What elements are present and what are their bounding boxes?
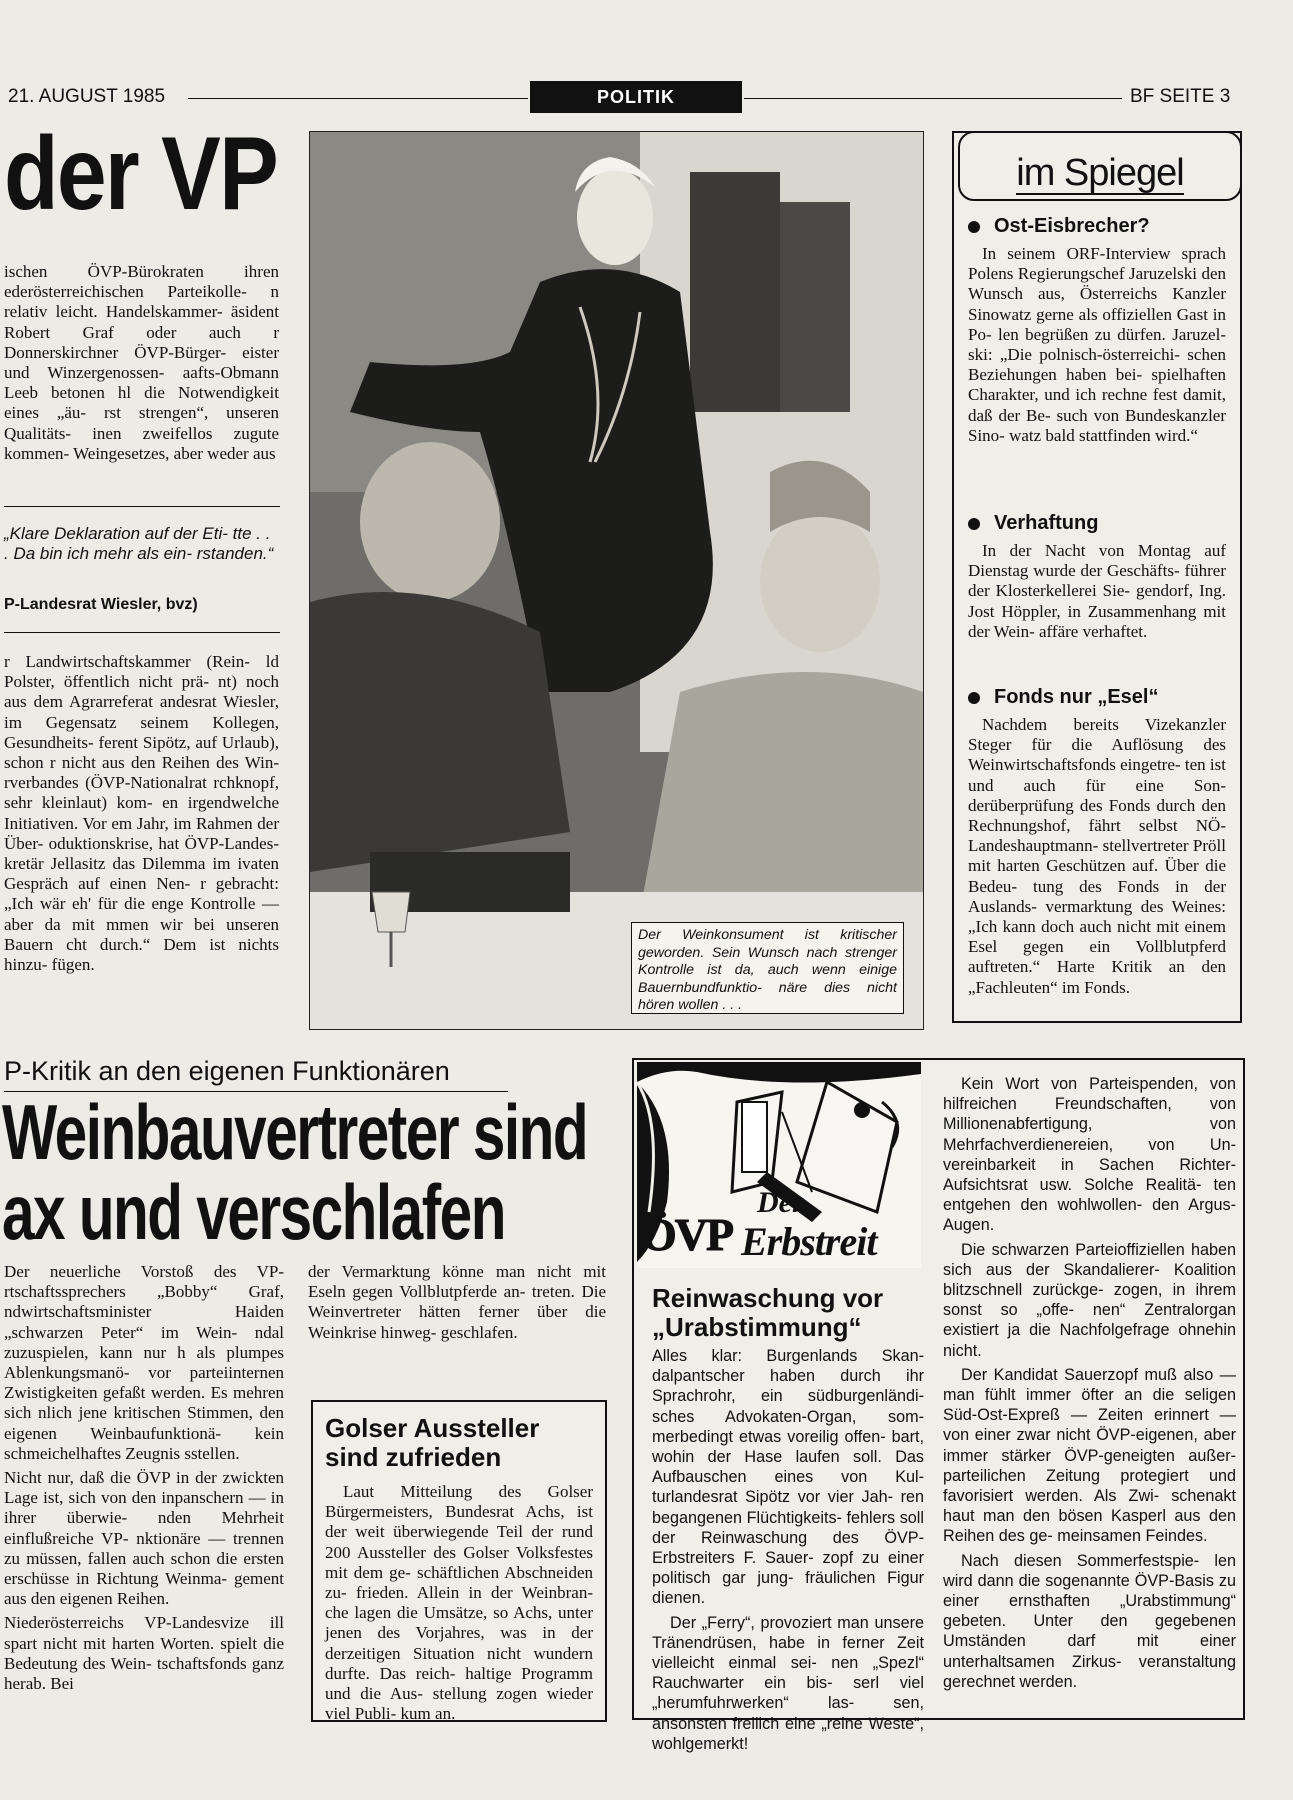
pull-quote-source: P-Landesrat Wiesler, bvz) — [4, 596, 198, 613]
spiegel-item-2 — [954, 512, 1240, 663]
golser-box — [311, 1400, 607, 1722]
bullet-icon — [968, 221, 980, 233]
erbstreit-cartoon — [637, 1062, 921, 1268]
spiegel-item-2-text: In der Nacht von Montag auf Dienstag wurde der Geschäfts- führer der Klosterkellerei Sie- gendorf, Ing. Jost Höppler, in Zusammenhang mit der Wein- affäre verhaftet. — [968, 541, 1226, 641]
erbstreit-col1-p2: Der „Ferry“, provoziert man unsere Tränendrüsen, habe in ferner Zeit vielleicht einmal sei- nen „Spezl“ Rauchwarter ein bis- serl viel „herumfuhrwerken“ las- sen, ansonsten freilich eine „reine Weste“, wohlgemerkt! — [652, 1613, 924, 1753]
bottom-headline-line2: ax und verschlafen — [2, 1168, 505, 1256]
top-headline: der VP — [4, 116, 278, 232]
spiegel-item-3-text: Nachdem bereits Vizekanzler Steger für die Auflösung des Weinwirtschaftsfonds eingetre- ten ist und auch für eine Son- derüberprüfung des Fonds durch den Rechnungshof, fährt selbst NÖ-Landeshauptmann- stellvertreter Pröll mit harten Geschützen auf. Über die Bedeu- tung des Fonds in der Auslands- vermarktung des Weines: „Ich kann doch auch nicht mit einem Esel gegen ein Vollblutpferd auftreten.“ Harte Kritik an den „Fachleuten“ im Fonds. — [968, 715, 1226, 997]
news-photo — [309, 131, 924, 1030]
photo-illustration — [310, 132, 923, 1029]
header-rule-left — [188, 98, 528, 99]
header-rule-right — [744, 98, 1122, 99]
erbstreit-col1-p1: Alles klar: Burgenlands Skan- dalpantscher haben durch ihr Sprachrohr, ein südburgenländi- sches Advokaten-Organ, som- merbedingt etwas voreilig offen- bart, wohin der Hase laufen soll. Das Aufbauschen eines von Kul- turlandesrat Sipötz vor vier Jah- ren begangenen Flüchtigkeits- fehlers soll der Reinwaschung des ÖVP-Erbstreiters F. Sauer- zopf zu einer politisch gar jung- fräulichen Figur dienen. — [652, 1347, 924, 1608]
quote-rule-top — [4, 506, 280, 507]
spiegel-item-1-heading-text: Ost-Eisbrecher? — [994, 215, 1150, 237]
bottom-headline-line1: Weinbauvertreter sind — [2, 1088, 588, 1176]
bottom-article-col2 — [308, 1262, 606, 1366]
section-label-text: POLITIK — [597, 86, 675, 107]
bottom-headline-wrap — [0, 1088, 610, 1256]
erbstreit-headline: Reinwaschung vor „Urabstimmung“ — [652, 1283, 884, 1342]
spiegel-item-3 — [954, 686, 1240, 1018]
erbstreit-col2-p3: Der Kandidat Sauerzopf muß also — man fühlt immer öfter an die seligen Süd-Ost-Expreß — Zeiten erinnert — von einer zwar nicht ÖVP-eigenen, aber immer stärker ÖVP-geneigten außer- parteilichen Zeitung protegiert und favorisiert werden. Als Zwi- schenakt haut man den bösen Kasperl aus den Reihen des ge- meinsamen Feindes. — [943, 1365, 1236, 1546]
section-label — [530, 81, 742, 113]
bottom-article-col1 — [4, 1262, 284, 1732]
bullet-icon — [968, 518, 980, 530]
spiegel-item-2-heading-text: Verhaftung — [994, 512, 1099, 534]
erbstreit-col2-p1: Kein Wort von Parteispenden, von hilfreichen Freundschaften, von Millionenabfertigung, von Mehrfachverdienereien, von Un- vereinbarkeit in Sachen Richter- Aufsichtsrat usw. Solche Realitä- ten entgehen den wohlwollen- den Argus-Augen. — [943, 1075, 1236, 1235]
bottom-article-col1-p2: Nicht nur, daß die ÖVP in der zwickten Lage ist, sich von den inpanschern — in ihrer überwie- nden Mehrheit einflußreiche VP- nktionäre — trennen zu müssen, fallen auch schon die ersten erschüsse in Richtung Weinma- gement aus den eigenen Reihen. — [4, 1468, 284, 1609]
top-article-para1-text: ischen ÖVP-Bürokraten ihren ederösterreichischen Parteikolle- n relativ leicht. Handelskammer- äsident Robert Graf oder auch r Donnerskirchner ÖVP-Bürger- eister und Winzergenossen- aafts-Obmann Leeb betonen hl die Notwendigkeit eines „äu- rst strengen“, unseren Qualitäts- inen zweifellos zugute kommen- Weingesetzes, aber weder aus — [4, 262, 279, 463]
spiegel-item-1-heading — [968, 215, 1240, 238]
erbstreit-col2-p4: Nach diesen Sommerfestspie- len wird dann die sogenannte ÖVP-Basis zu einer ernsthaften „Urabstimmung“ gebeten. Unter den gegebenen Umständen darf mit einer unterhaltsamen Zirkus- veranstaltung gerechnet werden. — [943, 1551, 1236, 1691]
spiegel-item-1 — [954, 215, 1240, 506]
pull-quote — [4, 524, 279, 588]
quote-rule-bottom — [4, 632, 280, 633]
page-number: BF SEITE 3 — [1130, 86, 1231, 107]
erbstreit-logo-right-top: Der — [757, 1186, 804, 1219]
erbstreit-col1 — [652, 1346, 924, 1753]
golser-headline: Golser Aussteller sind zufrieden — [325, 1413, 540, 1472]
erbstreit-col2-p2: Die schwarzen Parteioffiziellen haben sich aus der Skandalierer- Koalition blitzschnell zurückge- zogen, in ihrem sonst so „offe- nen“ Zentralorgan existiert ja die Nachfolgefrage ohnehin nicht. — [943, 1240, 1236, 1360]
golser-text: Laut Mitteilung des Golser Bürgermeisters, Bundesrat Achs, ist der weit überwiegende Teil der rund 200 Aussteller des Golser Volksfestes mit dem ge- schäftlichen Abschneiden zu- frieden. Allein in der Weinbran- che lagen die Umsätze, so Achs, unter jenen des Vorjahres, was in der derzeitigen Situation nicht wundern durfte. Das reich- haltige Programm und die Aus- stellung zogen wieder viel Publi- kum an. — [325, 1482, 593, 1724]
top-article-para1 — [4, 262, 279, 484]
im-spiegel-title-box — [958, 131, 1242, 201]
spiegel-item-1-text: In seinem ORF-Interview sprach Polens Regierungschef Jaruzelski den Wunsch aus, Österreichs Kanzler Sinowatz gerne als offiziellen Gast in Po- len begrüßen zu dürfen. Jaruzel- ski: „Die polnisch-österreichi- schen Beziehungen haben bei- spielhaften Charakter, und ich rechne fest damit, daß der Be- such von Bundeskanzler Sino- watz bald stattfinden wird.“ — [968, 244, 1226, 445]
spiegel-item-2-heading — [968, 512, 1240, 535]
bottom-article-col1-p3: Niederösterreichs VP-Landesvize ill spart nicht mit harten Worten. spielt die Bedeutung des Wein- tschaftsfonds ganz herab. Bei — [4, 1613, 284, 1694]
erbstreit-logo-left: ÖVP — [641, 1209, 733, 1260]
photo-caption-text: Der Weinkonsument ist kritischer geworden. Sein Wunsch nach strenger Kontrolle ist da, auch wenn einige Bauernbundfunktio- näre dies nicht hören wollen . . . — [638, 927, 897, 1013]
bottom-kicker: P-Kritik an den eigenen Funktionären — [4, 1056, 450, 1086]
top-article-para2 — [4, 652, 279, 1038]
bottom-article-col1-p1: Der neuerliche Vorstoß des VP- rtschaftssprechers „Bobby“ Graf, ndwirtschaftsminister Haiden „schwarzen Peter“ im Wein- ndal zuzuspielen, kann nur h als plumpes Ablenkungsmanö- vor parteiinternen Zwistigkeiten gefaßt werden. Es mehren sich nlich jene kritischen Stimmen, den eigenen Weinbaufunktionä- kein schmeichelhaftes Zeugnis sstellen. — [4, 1262, 284, 1463]
top-headline-wrap — [0, 116, 300, 232]
im-spiegel-title: im Spiegel — [1016, 152, 1184, 194]
top-article-para2-text: r Landwirtschaftskammer (Rein- ld Polster, öffentlich nicht prä- nt) noch aus dem Agrarreferat andesrat Wiesler, im Gegensatz seinem Kollegen, Gesundheits- ferent Sipötz, auf Urlaub), schon r nicht aus den Reihen des Win- rverbandes (ÖVP-Nationalrat rchknopf, sehr kleinlaut) kom- en irgendwelche Initiativen. Vor em Jahr, im Rahmen der Über- oduktionskrise, hat ÖVP-Landes- kretär Jellasitz das Dilemma im ivaten Gespräch auf einen Nen- r gebracht: „Ich wär eh' für die enge Kontrolle — aber da mit mmen wir bei unseren Bauern cht durch.“ Dem ist nichts hinzu- fügen. — [4, 652, 279, 975]
spiegel-item-3-heading-text: Fonds nur „Esel“ — [994, 686, 1159, 708]
erbstreit-logo-right-bottom: Erbstreit — [741, 1219, 877, 1264]
issue-date: 21. AUGUST 1985 — [8, 86, 166, 107]
photo-caption — [631, 922, 904, 1014]
bullet-icon — [968, 692, 980, 704]
spiegel-item-3-heading — [968, 686, 1240, 709]
bottom-article-col2-text: der Vermarktung könne man nicht mit Eseln gegen Vollblutpferde an- treten. Die Weinvertreter hätten ferner über die Weinkrise hinweg- geschlafen. — [308, 1262, 606, 1342]
erbstreit-col2 — [943, 1074, 1236, 1718]
pull-quote-text: „Klare Deklaration auf der Eti- tte . . . Da bin ich mehr als ein- rstanden.“ — [4, 524, 274, 563]
